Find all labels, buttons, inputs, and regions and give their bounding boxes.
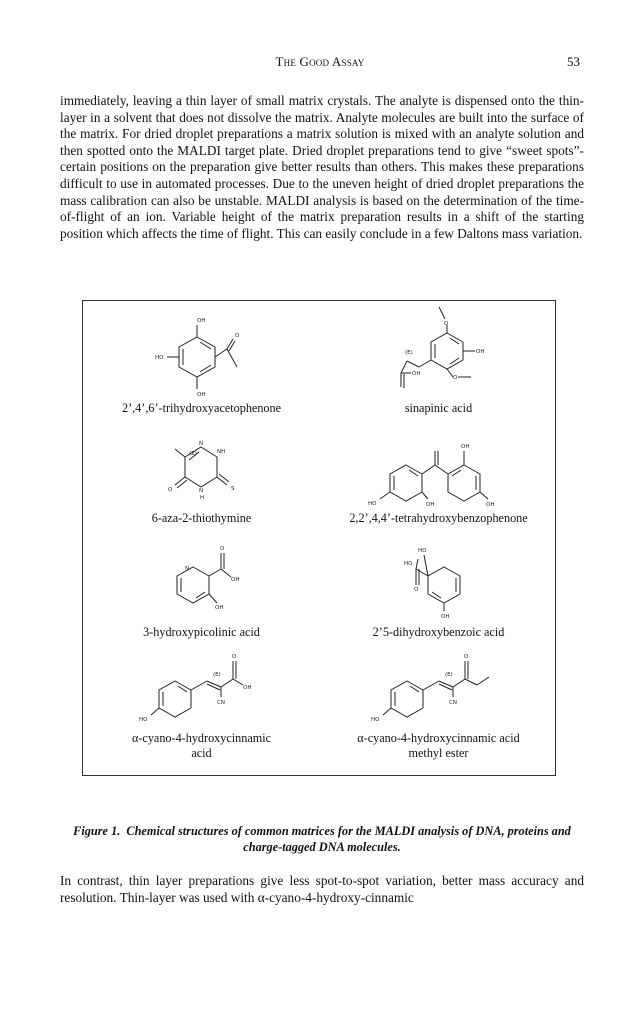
compound-name: 6-aza-2-thiothymine [151, 511, 252, 525]
atom-label: HO [138, 717, 147, 723]
atom-label: HO [403, 561, 412, 567]
atom-label: OH [460, 444, 469, 450]
atom-label: N [184, 566, 189, 572]
compound-aza-thiothymine [83, 421, 320, 531]
running-title: The Good Assay [275, 54, 365, 69]
compound-name [320, 731, 557, 761]
page-number: 53 [567, 54, 580, 69]
atom-label: (Z) [188, 451, 197, 457]
dihydroxybenzoic-acid-structure [384, 541, 494, 625]
compound-name: 2’,4’,6’-trihydroxyacetophenone [121, 401, 282, 415]
atom-label: OH [242, 685, 251, 691]
page-header [60, 54, 580, 74]
atom-label: OH [475, 349, 484, 355]
atom-label: (E) [444, 672, 453, 678]
caption-figure-number: Figure 1. [73, 824, 121, 838]
atom-label: HO [367, 501, 376, 507]
caption-text: Chemical structures of common matrices for the MALDI analysis of DNA, proteins and charge-tagged DNA molecules. [126, 824, 571, 854]
cyano-hydroxycinnamic-acid-structure [137, 651, 267, 731]
compound-trihydroxyacetophenone [83, 301, 320, 421]
atom-label: HO [417, 548, 426, 554]
cyano-hydroxycinnamic-methyl-ester-structure [369, 651, 509, 731]
atom-label: O [443, 321, 448, 327]
hydroxypicolinic-acid-structure [147, 541, 257, 625]
compound-name: 2’5-dihydroxybenzoic acid [372, 625, 505, 639]
compound-name-line: α-cyano-4-hydroxycinnamic [131, 731, 272, 745]
atom-label: N [198, 488, 203, 494]
figure-1-panel [82, 300, 556, 776]
atom-label: S [230, 486, 234, 492]
compound-name-line: methyl ester [408, 746, 469, 760]
compound-name [83, 731, 320, 761]
body-paragraph-1: immediately, leaving a thin layer of small matrix crystals. The analyte is dispensed onto the thin-layer in a solvent that does not dissolve the matrix. Analyte molecules are built into the surface of the matrix. For dried droplet preparations a matrix solution is mixed with an analyte solution and then spotted onto the MALDI target plate. Dried droplet preparations tend to give “sweet spots”- certain positions on the preparation give better results than others. This makes these preparations difficult to use in automated processes. Due to the uneven height of dried droplet preparations the mass calibration can also be unstable. MALDI analysis is based on the determination of the time-of-flight of an ion. Variable height of the matrix preparation results in a shift of the starting position which affects the time of flight. This can easily conclude in a few Daltons mass variation. [60, 93, 584, 241]
atom-label: O [463, 654, 468, 660]
figure-caption [60, 823, 584, 855]
aza-thiothymine-structure [147, 429, 257, 509]
compound-name: sinapinic acid [404, 401, 473, 415]
body-paragraph-2: In contrast, thin layer preparations give less spot-to-spot variation, better mass accuracy and resolution. Thin-layer was used with α-cyano-4-hydroxy-cinnamic [60, 873, 584, 905]
compound-cyano-hydroxycinnamic-acid [83, 643, 320, 773]
atom-label: OH [196, 392, 205, 398]
atom-label: OH [440, 614, 449, 620]
atom-label: (E) [212, 672, 221, 678]
atom-label: OH [230, 577, 239, 583]
atom-label: OH [411, 371, 420, 377]
atom-label: OH [196, 318, 205, 324]
atom-label: CN [216, 700, 225, 706]
atom-label: O [234, 333, 239, 339]
compound-tetrahydroxybenzophenone [320, 421, 557, 531]
atom-label: O [231, 654, 236, 660]
compound-cyano-hydroxycinnamic-methyl-ester [320, 643, 557, 773]
compound-name: 3-hydroxypicolinic acid [143, 625, 260, 639]
sinapinic-acid-structure [379, 303, 499, 395]
compound-sinapinic-acid [320, 301, 557, 421]
atom-label: HO [370, 717, 379, 723]
atom-label: O [413, 587, 418, 593]
compound-name: 2,2’,4,4’-tetrahydroxybenzophenone [349, 511, 528, 525]
atom-label: O [219, 546, 224, 552]
atom-label: O [167, 487, 172, 493]
tetrahydroxybenzophenone-structure [364, 431, 514, 511]
atom-label: HO [154, 355, 163, 361]
compound-hydroxypicolinic-acid [83, 531, 320, 643]
atom-label: OH [485, 502, 494, 508]
compound-name-line: α-cyano-4-hydroxycinnamic acid [357, 731, 520, 745]
atom-label: OH [214, 605, 223, 611]
atom-label: (E) [404, 350, 413, 356]
atom-label: N [198, 441, 203, 447]
atom-label: CN [448, 700, 457, 706]
atom-label: OH [425, 502, 434, 508]
atom-label: H [199, 495, 204, 501]
compound-dihydroxybenzoic-acid [320, 531, 557, 643]
trihydroxyacetophenone-structure [147, 313, 257, 405]
atom-label: O [452, 375, 457, 381]
compound-name-line: acid [191, 746, 212, 760]
atom-label: NH [216, 449, 225, 455]
